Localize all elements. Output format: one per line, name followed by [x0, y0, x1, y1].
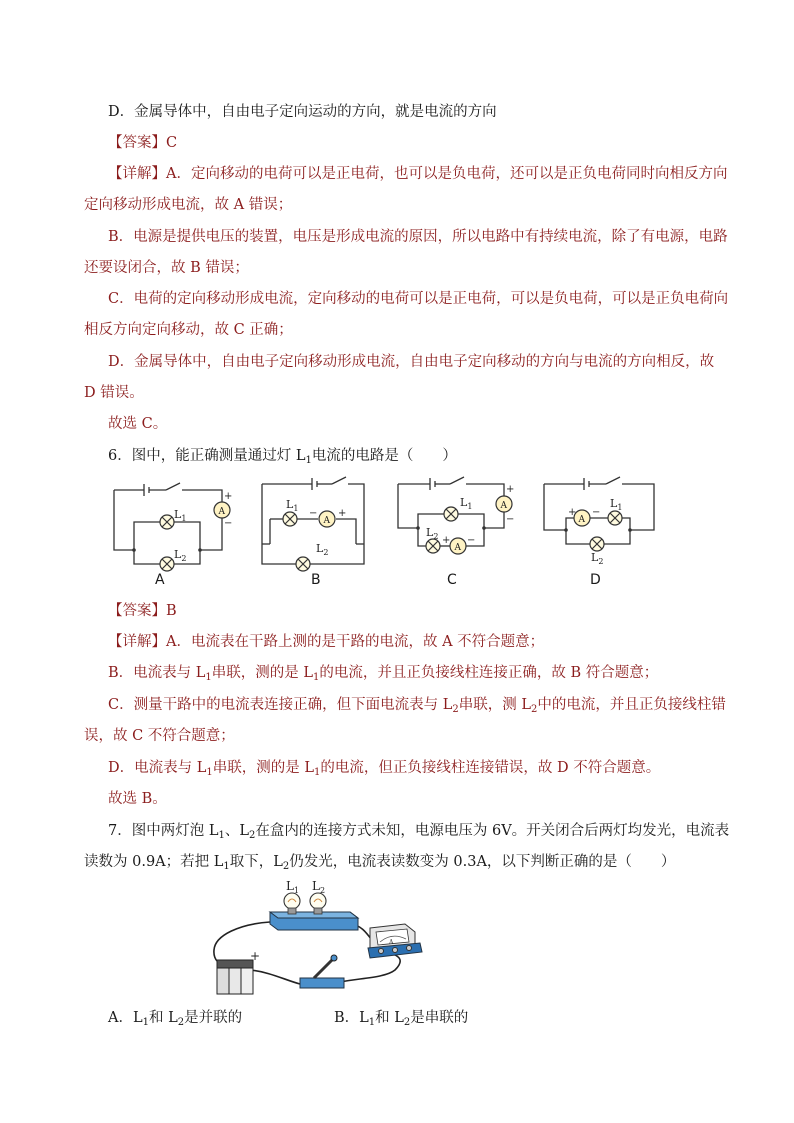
q5-option-d: D．金属导体中，自由电子定向运动的方向，就是电流的方向 — [108, 104, 497, 120]
q6-detail-d: D．电流表与 $L_1$串联，测的是 $L_1$的电流，但正负接线柱连接错误，故 D 不符合题意。 — [108, 760, 661, 778]
plus-label: + — [224, 491, 233, 502]
detail-text: A．电流表在干路上测的是干路的电流，故 A 不符合题意； — [166, 634, 545, 650]
answer-value: C — [166, 135, 178, 151]
minus-label: − — [224, 518, 233, 529]
q5-detail-d: D．金属导体中，自由电子定向移动形成电流，自由电子定向移动的方向与电流的方向相反，故 — [108, 354, 715, 370]
q7-stem-1: 7．图中两灯泡 $L_1$、$L_2$在盒内的连接方式未知，电源电压为 6V。开关闭合后两灯均发光，电流表 — [108, 823, 730, 841]
answer-tag: 【答案】 — [108, 135, 166, 151]
q6-detail-c: C．测量干路中的电流表连接正确，但下面电流表与 $L_2$串联，测 $L_2$中的电流，并且正负接线柱错 — [108, 697, 726, 715]
q6-answer — [108, 601, 177, 621]
circuit-label-c: C — [447, 572, 457, 588]
ammeter-label: A — [323, 516, 330, 526]
ammeter-label: A — [454, 543, 461, 553]
label-l1: $L_1$ — [286, 880, 300, 895]
label-l1: $L_1$ — [460, 496, 473, 511]
battery-plus: + — [250, 949, 261, 963]
detail-text: A．定向移动的电荷可以是正电荷，也可以是负电荷，还可以是正负电荷同时向相反方向 — [166, 166, 728, 182]
q5-detail-c: C．电荷的定向移动形成电流，定向移动的电荷可以是正电荷，可以是负电荷，可以是正负电荷向 — [108, 291, 729, 307]
q5-detail-a-cont: 定向移动形成电流，故 A 错误； — [84, 197, 293, 213]
label-l2: $L_2$ — [312, 880, 326, 895]
answer-value: B — [166, 603, 177, 619]
minus-label: − — [467, 535, 476, 546]
q5-detail-b-cont: 还要设闭合，故 B 错误； — [84, 260, 249, 276]
stem-text: 电流的电路是（ ） — [311, 448, 457, 464]
q6-detail-a — [108, 632, 544, 652]
ammeter-label: A — [218, 507, 225, 517]
label-l2: $L_2$ — [591, 551, 604, 566]
label-l2: $L_2$ — [426, 526, 439, 541]
q6-detail-b: B．电流表与 $L_1$串联，测的是 $L_1$的电流，并且正负接线柱连接正确，故 B 符合题意； — [108, 665, 659, 683]
q5-detail-d-cont: D 错误。 — [84, 385, 144, 401]
label-l2: $L_2$ — [316, 542, 329, 557]
circuit-label-d: D — [590, 572, 601, 588]
plus-label: + — [568, 507, 577, 518]
label-l1: $L_1$ — [286, 498, 299, 513]
q5-detail-a — [108, 164, 727, 184]
detail-tag: 【详解】 — [108, 166, 166, 182]
label-l1: $L_1$ — [610, 497, 623, 512]
label-l2: $L_2$ — [174, 548, 187, 563]
detail-tag: 【详解】 — [108, 634, 166, 650]
ammeter-label: A — [389, 939, 394, 946]
minus-label: − — [592, 507, 601, 518]
q7-option-a: A．$L_1$和 $L_2$是并联的 — [108, 1010, 243, 1028]
q6-conclusion: 故选 B。 — [108, 791, 167, 807]
q7-stem-2: 读数为 0.9A；若把 $L_1$取下，$L_2$仍发光，电流表读数变为 0.3A，以下判断正确的是（ ） — [84, 854, 676, 872]
q6-detail-c-cont: 误，故 C 不符合题意； — [84, 728, 235, 744]
subscript: 1 — [305, 455, 312, 466]
plus-label: + — [338, 508, 347, 519]
minus-label: − — [506, 514, 515, 525]
minus-label: − — [309, 508, 318, 519]
circuit-label-b: B — [311, 572, 321, 588]
stem-text: 6．图中，能正确测量通过灯 L — [108, 448, 306, 464]
q5-conclusion: 故选 C。 — [108, 416, 168, 432]
ammeter-label: A — [500, 501, 507, 511]
circuit-illustration — [200, 880, 460, 1000]
circuit-label-a: A — [155, 572, 165, 588]
circuit-diagrams — [100, 474, 670, 594]
q6-stem — [108, 446, 457, 466]
label-l1: $L_1$ — [174, 508, 187, 523]
plus-label: + — [442, 535, 451, 546]
plus-label: + — [506, 484, 515, 495]
q5-detail-b: B．电源是提供电压的装置，电压是形成电流的原因，所以电路中有持续电流，除了有电源，电路 — [108, 229, 728, 245]
answer-tag: 【答案】 — [108, 603, 166, 619]
ammeter-label: A — [578, 515, 585, 525]
q5-answer — [108, 133, 177, 153]
q7-option-b: B．$L_1$和 $L_2$是串联的 — [334, 1010, 469, 1028]
q5-detail-c-cont: 相反方向定向移动，故 C 正确； — [84, 322, 293, 338]
